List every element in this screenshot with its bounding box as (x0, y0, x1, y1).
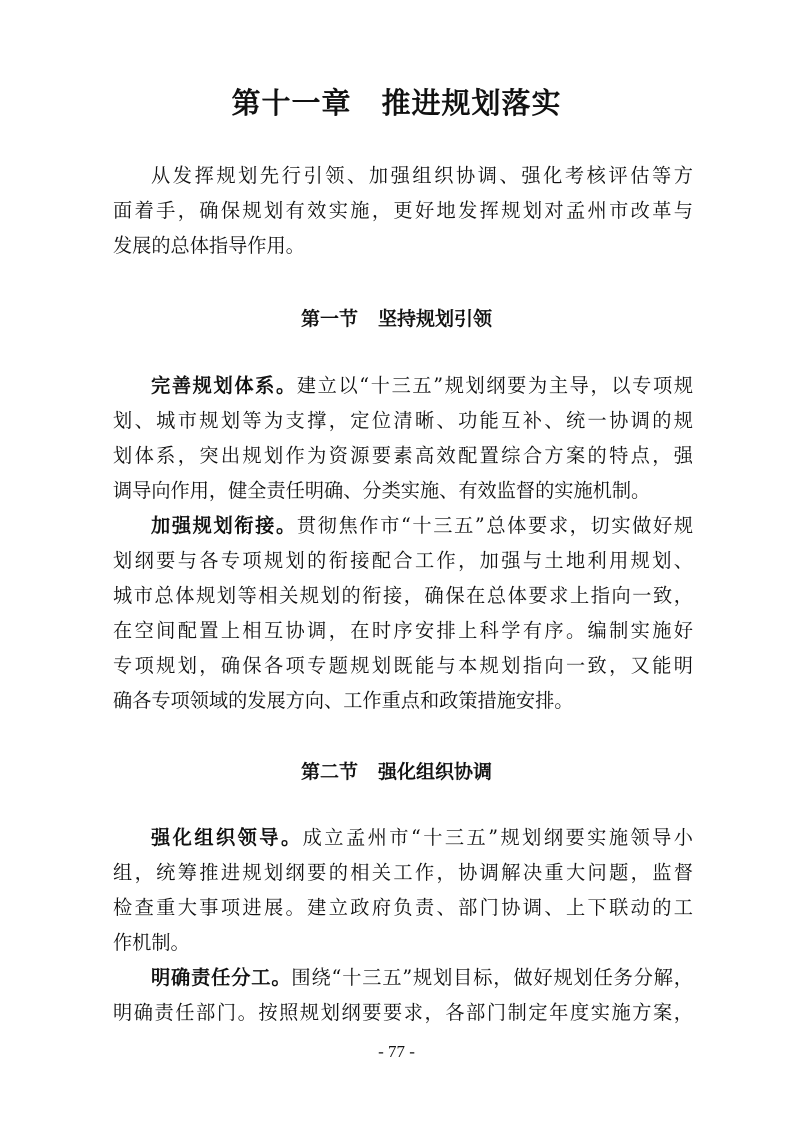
paragraph-line: 检查重大事项进展。建立政府负责、部门协调、上下联动的工 (113, 896, 693, 919)
body-paragraph (113, 508, 693, 718)
paragraph-line: 强化组织领导。成立孟州市“十三五”规划纲要实施领导小 (151, 826, 693, 849)
paragraph-line: 作机制。 (113, 931, 190, 954)
chapter-number: 第十一章 (231, 86, 352, 120)
intro-line: 面着手，确保规划有效实施，更好地发挥规划对孟州市改革与 (113, 199, 693, 222)
paragraph-line: 城市总体规划等相关规划的衔接，确保在总体要求上指向一致， (113, 584, 693, 607)
paragraph-lead: 加强规划衔接。 (151, 514, 297, 537)
paragraph-line: 在空间配置上相互协调，在时序安排上科学有序。编制实施好 (113, 619, 693, 642)
section-name: 坚持规划引领 (378, 308, 493, 330)
paragraph-lead: 强化组织领导。 (151, 826, 303, 849)
paragraph-line: 组，统筹推进规划纲要的相关工作，协调解决重大问题，监督 (113, 861, 693, 884)
paragraph-line: 专项规划，确保各项专题规划既能与本规划指向一致，又能明 (113, 654, 693, 677)
page-number: - 77 - (378, 1042, 415, 1061)
paragraph-line: 划、城市规划等为支撑，定位清晰、功能互补、统一协调的规 (113, 409, 693, 432)
body-paragraph (113, 368, 693, 508)
paragraph-line: 明确责任分工。围绕“十三五”规划目标，做好规划任务分解， (151, 966, 693, 989)
paragraph-lead: 明确责任分工。 (151, 966, 292, 989)
section-number: 第二节 (300, 761, 358, 783)
section-title (0, 757, 793, 787)
chapter-title (0, 83, 793, 123)
section-name: 强化组织协调 (378, 761, 493, 783)
intro-line: 从发挥规划先行引领、加强组织协调、强化考核评估等方 (151, 164, 693, 187)
paragraph-lead: 完善规划体系。 (151, 374, 297, 397)
paragraph-line: 明确责任部门。按照规划纲要要求，各部门制定年度实施方案， (113, 1001, 693, 1024)
paragraph-line: 划纲要与各专项规划的衔接配合工作，加强与土地利用规划、 (113, 549, 693, 572)
section-title (0, 304, 793, 334)
body-paragraph (113, 960, 693, 1030)
section-number: 第一节 (300, 308, 358, 330)
intro-line: 发展的总体指导作用。 (113, 234, 305, 257)
paragraph-line: 划体系，突出规划作为资源要素高效配置综合方案的特点，强 (113, 444, 693, 467)
paragraph-line: 调导向作用，健全责任明确、分类实施、有效监督的实施机制。 (113, 479, 651, 502)
intro-paragraph (113, 158, 693, 263)
paragraph-line: 加强规划衔接。贯彻焦作市“十三五”总体要求，切实做好规 (151, 514, 693, 537)
paragraph-line: 确各专项领域的发展方向、工作重点和政策措施安排。 (113, 689, 574, 712)
paragraph-line: 完善规划体系。建立以“十三五”规划纲要为主导，以专项规 (151, 374, 693, 397)
body-paragraph (113, 820, 693, 960)
chapter-name: 推进规划落实 (381, 86, 562, 120)
